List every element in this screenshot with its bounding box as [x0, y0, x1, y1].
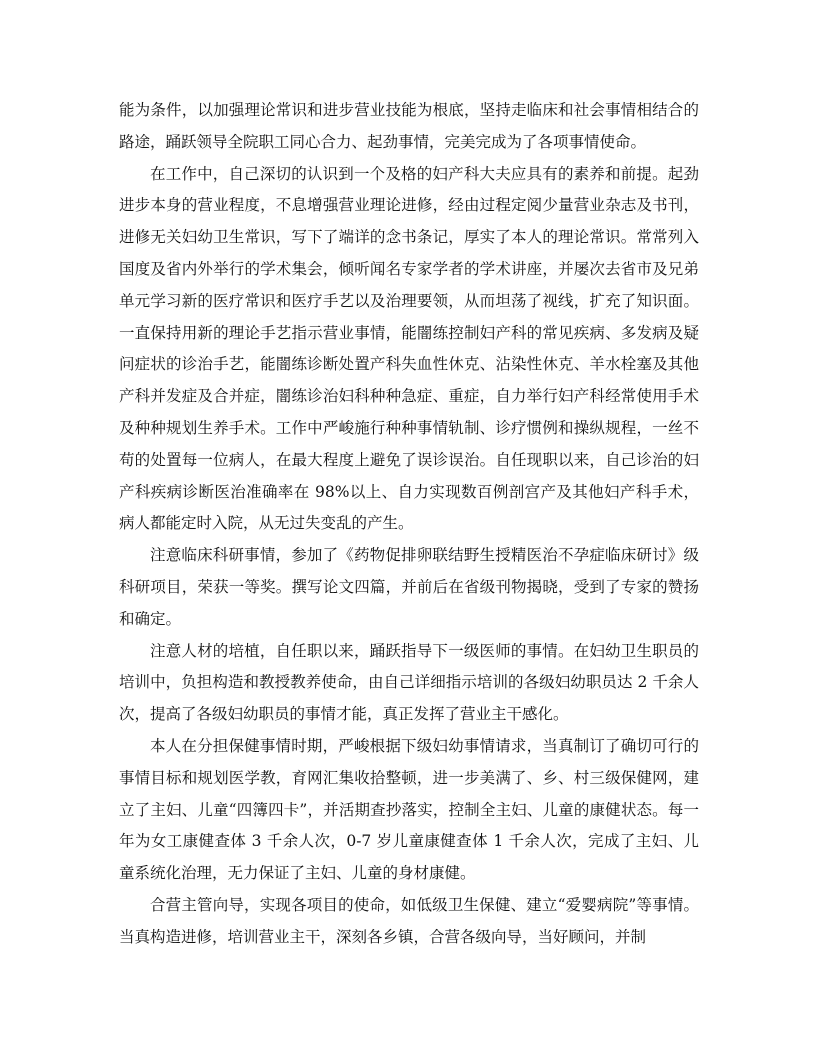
- paragraph-professional-development: 在工作中，自己深切的认识到一个及格的妇产科大夫应具有的素养和前提。起劲进步本身的营业程度，不息增强营业理论进修，经由过程定阅少量营业杂志及书刊，进修无关妇幼卫生常识，写下了端详的念书条记，厚实了本人的理论常识。常常列入国度及省内外举行的学术集会，倾听闻名专家学者的学术讲座，并屡次去省市及兄弟单元学习新的医疗常识和医疗手艺以及治理要领，从而坦荡了视线，扩充了知识面。一直保持用新的理论手艺指示营业事情，能闇练控制妇产科的常见疾病、多发病及疑问症状的诊治手艺，能闇练诊断处置产科失血性休克、沾染性休克、羊水栓塞及其他产科并发症及合并症，闇练诊治妇科种种急症、重症，自力举行妇产科经常使用手术及种种规划生养手术。工作中严峻施行种种事情轨制、诊疗惯例和操纵规程，一丝不苟的处置每一位病人，在最大程度上避免了误诊误治。自任现职以来，自己诊治的妇产科疾病诊断医治准确率在 98%以上、自力实现数百例剖宫产及其他妇产科手术，病人都能定时入院，从无过失变乱的产生。: [119, 164, 699, 533]
- paragraph-clinical-research: 注意临床科研事情，参加了《药物促排卵联结野生授精医治不孕症临床研讨》级科研项目，荣获一等奖。撰写论文四篇，并前后在省级刊物揭晓，受到了专家的赞扬和确定。: [119, 546, 699, 628]
- paragraph-continuation: 能为条件，以加强理论常识和进步营业技能为根底，坚持走临床和社会事情相结合的路途，踊跃领导全院职工同心合力、起劲事情，完美完成为了各项事情使命。: [119, 101, 699, 151]
- paragraph-health-care-work: 本人在分担保健事情时期，严峻根据下级妇幼事情请求，当真制订了确切可行的事情目标和规划医学教，育网汇集收拾整顿，进一步美满了、乡、村三级保健网，建立了主妇、儿童“四簿四卡”，并活期查抄落实，控制全主妇、儿童的康健状态。每一年为女工康健查体 3 千余人次，0-7 岁儿童康健查体 1 千余人次，完成了主妇、儿童系统化治理，无力保证了主妇、儿童的身材康健。: [119, 736, 699, 883]
- paragraph-leadership-cooperation: 合营主管向导，实现各项目的使命，如低级卫生保健、建立“爱婴病院”等事情。当真构造进修，培训营业主干，深刻各乡镇，合营各级向导，当好顾问，并制: [119, 895, 699, 946]
- document-body: [119, 95, 699, 954]
- paragraph-talent-training: 注意人材的培植，自任职以来，踊跃指导下一级医师的事情。在妇幼卫生职员的培训中，负担构造和教授教养使命，由自己详细指示培训的各级妇幼职员达 2 千余人次，提高了各级妇幼职员的事情才能，真正发挥了营业主干感化。: [119, 641, 699, 724]
